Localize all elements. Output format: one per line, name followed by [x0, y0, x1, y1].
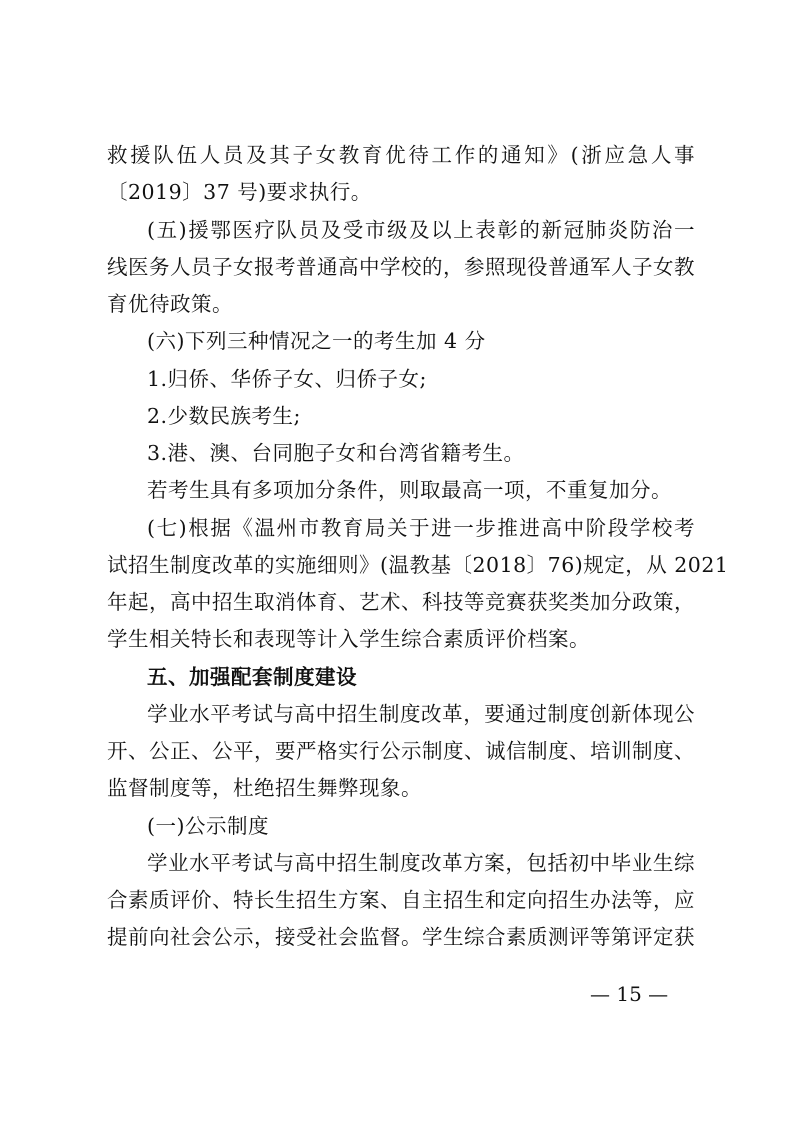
- paragraph-line-5: 育优待政策。: [107, 292, 233, 316]
- paragraph-line-17: 开、公正、公平，要严格实行公示制度、诚信制度、培训制度、: [107, 739, 695, 763]
- paragraph-line-12: 试招生制度改革的实施细则》(温教基〔2018〕76)规定，从 2021: [107, 553, 729, 577]
- paragraph-line-6: (六)下列三种情况之一的考生加 4 分: [147, 329, 486, 353]
- paragraph-line-1: 救援队伍人员及其子女教育优待工作的通知》(浙应急人事: [107, 143, 695, 167]
- paragraph-line-18: 监督制度等，杜绝招生舞弊现象。: [107, 776, 422, 800]
- paragraph-line-14: 学生相关特长和表现等计入学生综合素质评价档案。: [107, 627, 590, 651]
- paragraph-line-9: 3.港、澳、台同胞子女和台湾省籍考生。: [147, 441, 525, 465]
- paragraph-line-11: (七)根据《温州市教育局关于进一步推进高中阶段学校考: [147, 516, 695, 540]
- paragraph-line-16: 学业水平考试与高中招生制度改革，要通过制度创新体现公: [147, 702, 695, 726]
- paragraph-line-10: 若考生具有多项加分条件，则取最高一项，不重复加分。: [147, 478, 672, 502]
- paragraph-line-8: 2.少数民族考生;: [147, 404, 301, 428]
- paragraph-line-7: 1.归侨、华侨子女、归侨子女;: [147, 367, 427, 391]
- paragraph-line-2: 〔2019〕37 号)要求执行。: [107, 180, 372, 204]
- paragraph-line-22: 提前向社会公示，接受社会监督。学生综合素质测评等第评定获: [107, 925, 695, 949]
- paragraph-line-3: (五)援鄂医疗队员及受市级及以上表彰的新冠肺炎防治一: [147, 218, 695, 242]
- page-number: — 15 —: [590, 982, 669, 1006]
- section-heading: 五、加强配套制度建设: [147, 665, 357, 689]
- paragraph-line-20: 学业水平考试与高中招生制度改革方案，包括初中毕业生综: [147, 851, 695, 875]
- subsection-heading: (一)公示制度: [147, 814, 269, 838]
- paragraph-line-21: 合素质评价、特长生招生方案、自主招生和定向招生办法等，应: [107, 888, 695, 912]
- paragraph-line-4: 线医务人员子女报考普通高中学校的，参照现役普通军人子女教: [107, 255, 695, 279]
- paragraph-line-13: 年起，高中招生取消体育、艺术、科技等竞赛获奖类加分政策，: [107, 590, 695, 614]
